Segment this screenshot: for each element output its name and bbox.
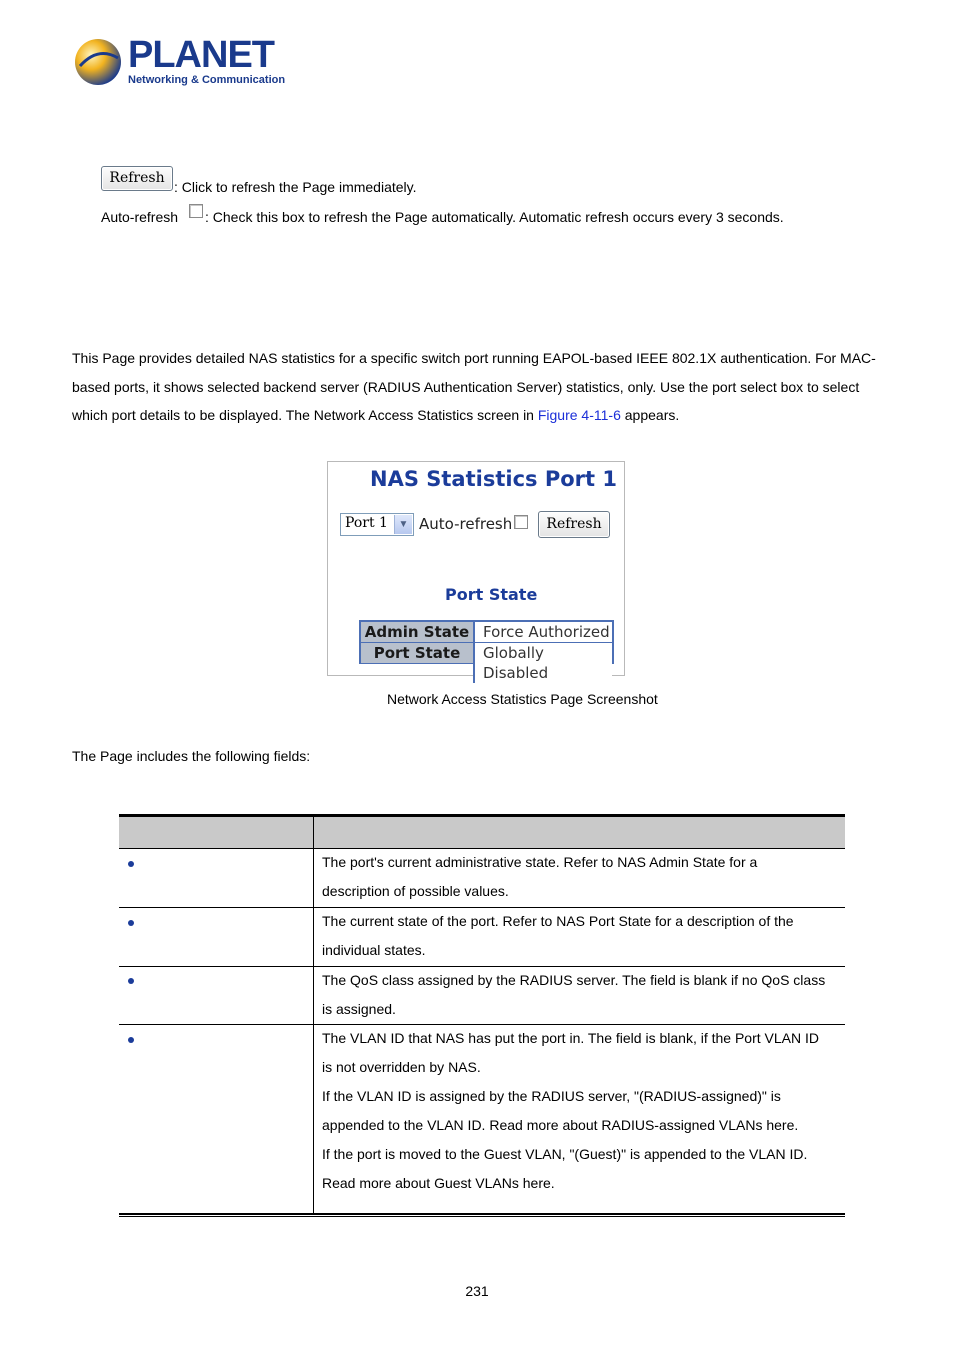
admin-state-value: Force Authorized [473,622,612,642]
intro-paragraph [72,344,892,430]
bullet-icon [128,978,134,984]
figure-autorefresh-label: Auto-refresh [419,515,513,533]
figure-link[interactable]: Figure 4-11-6 [537,407,621,423]
port-state-table [359,620,614,682]
port-state-heading: Port State [445,585,538,604]
field-description [322,966,842,1024]
column-divider [313,817,314,1214]
description-line: appended to the VLAN ID. Read more about RADIUS-assigned VLANs here. [322,1117,799,1133]
intro-text-end: appears. [620,407,680,423]
page-number: 231 [465,1283,489,1299]
description-line: description of possible values. [322,883,509,899]
field-description [322,1024,842,1198]
admin-state-key: Admin State [361,622,473,642]
fields-intro: The Page includes the following fields: [72,748,311,764]
description-line: The VLAN ID that NAS has put the port in. The field is blank, if the Port VLAN ID [322,1030,819,1046]
autorefresh-label: Auto-refresh [101,209,179,225]
port-select-value: Port 1 [345,515,388,531]
refresh-description: : Click to refresh the Page immediately. [174,179,417,195]
bullet-icon [128,1037,134,1043]
chevron-down-icon[interactable]: ▼ [394,515,412,534]
description-line: If the port is moved to the Guest VLAN, "(Guest)" is appended to the VLAN ID. [322,1146,808,1162]
description-line: individual states. [322,942,426,958]
field-description [322,907,842,965]
autorefresh-description: : Check this box to refresh the Page automatically. Automatic refresh occurs every 3 seconds. [205,209,784,225]
description-line: is not overridden by NAS. [322,1059,481,1075]
table-bottom-rule [119,1213,845,1217]
description-line: The QoS class assigned by the RADIUS server. The field is blank if no QoS class [322,972,826,988]
logo-tagline: Networking & Communication [128,74,286,86]
refresh-button-sample[interactable]: Refresh [101,166,173,191]
port-state-value: Globally Disabled [473,642,612,683]
figure-title: NAS Statistics Port 1 [370,467,617,491]
description-line: is assigned. [322,1001,396,1017]
autorefresh-checkbox-sample[interactable] [189,204,203,218]
description-line: The current state of the port. Refer to NAS Port State for a description of the [322,913,794,929]
logo-wordmark: PLANET [128,34,274,76]
bullet-icon [128,920,134,926]
field-description [322,848,842,906]
bullet-icon [128,861,134,867]
figure-caption: Network Access Statistics Page Screenshot [387,691,658,707]
figure-autorefresh-checkbox[interactable] [514,515,528,529]
port-state-key: Port State [361,642,473,663]
fields-table-header [119,814,845,849]
description-line: Read more about Guest VLANs here. [322,1175,555,1191]
description-line: The port's current administrative state. Refer to NAS Admin State for a [322,854,758,870]
figure-refresh-button[interactable]: Refresh [538,511,610,538]
intro-text: This Page provides detailed NAS statistics for a specific switch port running EAPOL-based IEEE 802.1X authentication. For MAC-based ports, it shows selected backend server (RADIUS Authentication Server) statistics, only. Use the port select box to select which port details to be displayed. The Network Access Statistics screen in [72,350,876,423]
description-line: If the VLAN ID is assigned by the RADIUS server, "(RADIUS-assigned)" is [322,1088,781,1104]
planet-logo-icon [72,36,124,88]
